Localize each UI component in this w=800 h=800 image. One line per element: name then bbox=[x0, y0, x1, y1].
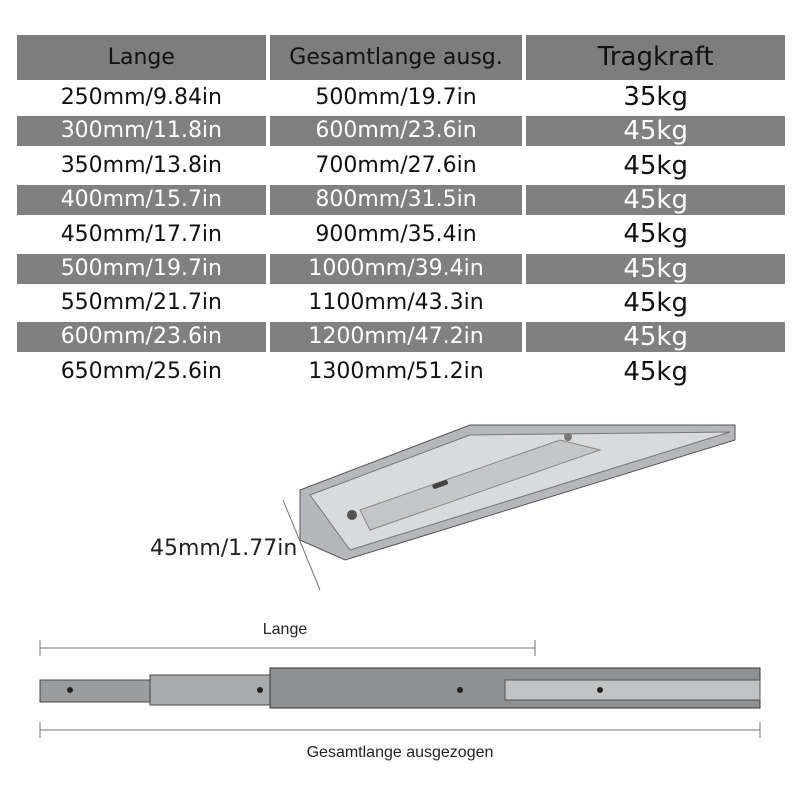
header-load-capacity: Tragkraft bbox=[526, 35, 785, 80]
table-header bbox=[17, 35, 785, 80]
table-row bbox=[17, 183, 785, 217]
length-cell: 300mm/11.8in bbox=[17, 116, 266, 146]
drawer-slide-illustration bbox=[0, 400, 800, 800]
height-label: 45mm/1.77in bbox=[150, 536, 298, 561]
length-cell: 450mm/17.7in bbox=[60, 221, 222, 247]
length-dimension bbox=[40, 640, 535, 656]
load-capacity-cell: 45kg bbox=[526, 116, 785, 146]
length-cell: 550mm/21.7in bbox=[60, 290, 222, 316]
table-row bbox=[17, 149, 785, 183]
load-capacity-cell: 45kg bbox=[623, 356, 688, 387]
extended-length-cell: 800mm/31.5in bbox=[270, 185, 523, 215]
load-capacity-cell: 45kg bbox=[623, 150, 688, 181]
extended-length-label: Gesamtlange ausgezogen bbox=[306, 744, 494, 761]
extended-length-cell: 600mm/23.6in bbox=[270, 116, 523, 146]
slide-side-view bbox=[40, 668, 760, 708]
table-row bbox=[17, 217, 785, 251]
extended-dimension bbox=[40, 722, 760, 738]
length-label: Lange bbox=[262, 621, 308, 638]
table-row bbox=[17, 80, 785, 114]
load-capacity-cell: 45kg bbox=[526, 322, 785, 352]
length-cell: 500mm/19.7in bbox=[17, 254, 266, 284]
load-capacity-cell: 45kg bbox=[623, 287, 688, 318]
extended-length-cell: 1000mm/39.4in bbox=[270, 254, 523, 284]
length-cell: 650mm/25.6in bbox=[60, 359, 222, 385]
length-cell: 400mm/15.7in bbox=[17, 185, 266, 215]
extended-length-cell: 500mm/19.7in bbox=[315, 84, 477, 110]
extended-length-cell: 700mm/27.6in bbox=[315, 153, 477, 179]
length-cell: 600mm/23.6in bbox=[17, 322, 266, 352]
spec-table bbox=[17, 35, 785, 389]
table-row bbox=[17, 354, 785, 388]
extended-length-cell: 1300mm/51.2in bbox=[308, 359, 484, 385]
header-extended-length: Gesamtlange ausg. bbox=[270, 35, 523, 80]
load-capacity-cell: 45kg bbox=[526, 185, 785, 215]
load-capacity-cell: 45kg bbox=[526, 254, 785, 284]
extended-length-cell: 900mm/35.4in bbox=[315, 221, 477, 247]
table-row bbox=[17, 251, 785, 285]
slide-perspective-image bbox=[300, 425, 735, 560]
table-row bbox=[17, 286, 785, 320]
table-row bbox=[17, 114, 785, 148]
load-capacity-cell: 35kg bbox=[623, 82, 688, 113]
length-cell: 350mm/13.8in bbox=[60, 153, 222, 179]
header-length: Lange bbox=[17, 35, 266, 80]
length-cell: 250mm/9.84in bbox=[60, 84, 222, 110]
extended-length-cell: 1100mm/43.3in bbox=[308, 290, 484, 316]
table-row bbox=[17, 320, 785, 354]
load-capacity-cell: 45kg bbox=[623, 219, 688, 250]
extended-length-cell: 1200mm/47.2in bbox=[270, 322, 523, 352]
